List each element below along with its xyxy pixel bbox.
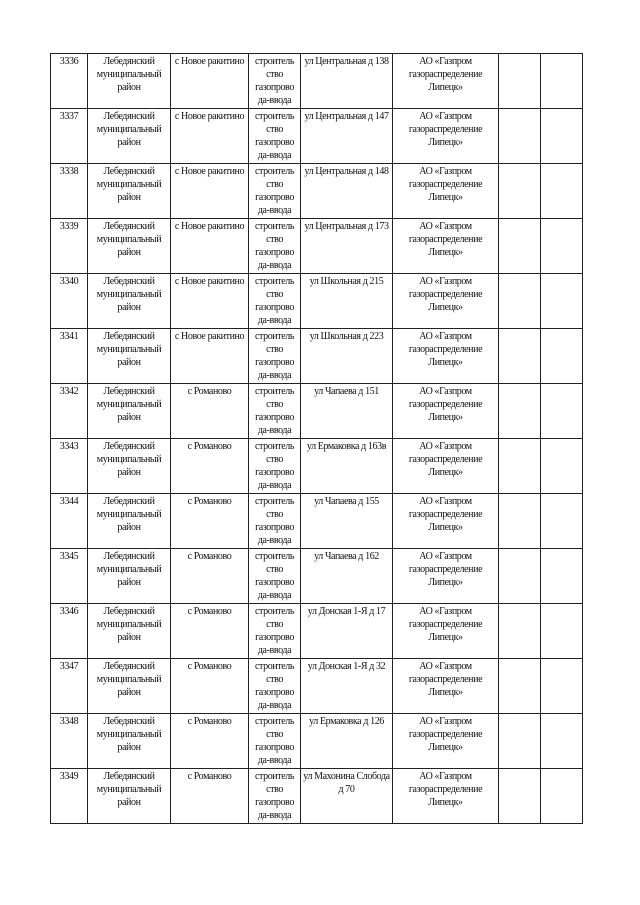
empty-cell: [541, 604, 583, 659]
address-cell: ул Ермаковка д 126: [301, 714, 393, 769]
settlement-cell: с Новое ракитино: [171, 329, 249, 384]
empty-cell: [499, 549, 541, 604]
organization-cell: АО «Газпром газораспределение Липецк»: [393, 164, 499, 219]
empty-cell: [499, 439, 541, 494]
row-number: 3340: [51, 274, 88, 329]
empty-cell: [541, 384, 583, 439]
empty-cell: [541, 54, 583, 109]
work-type-cell: строитель ство газопрово да-ввода: [249, 329, 301, 384]
organization-cell: АО «Газпром газораспределение Липецк»: [393, 659, 499, 714]
settlement-cell: с Новое ракитино: [171, 54, 249, 109]
row-number: 3343: [51, 439, 88, 494]
work-type-cell: строитель ство газопрово да-ввода: [249, 659, 301, 714]
district-cell: Лебедянский муниципальный район: [88, 549, 171, 604]
settlement-cell: с Новое ракитино: [171, 164, 249, 219]
district-cell: Лебедянский муниципальный район: [88, 164, 171, 219]
table-row: [51, 274, 583, 329]
address-cell: ул Донская 1-Я д 17: [301, 604, 393, 659]
table-row: [51, 769, 583, 824]
row-number: 3336: [51, 54, 88, 109]
address-cell: ул Центральная д 148: [301, 164, 393, 219]
empty-cell: [499, 604, 541, 659]
settlement-cell: с Романово: [171, 439, 249, 494]
row-number: 3347: [51, 659, 88, 714]
table-row: [51, 494, 583, 549]
empty-cell: [499, 659, 541, 714]
work-type-cell: строитель ство газопрово да-ввода: [249, 494, 301, 549]
row-number: 3338: [51, 164, 88, 219]
empty-cell: [541, 769, 583, 824]
organization-cell: АО «Газпром газораспределение Липецк»: [393, 604, 499, 659]
organization-cell: АО «Газпром газораспределение Липецк»: [393, 494, 499, 549]
row-number: 3345: [51, 549, 88, 604]
work-type-cell: строитель ство газопрово да-ввода: [249, 219, 301, 274]
settlement-cell: с Романово: [171, 549, 249, 604]
work-type-cell: строитель ство газопрово да-ввода: [249, 274, 301, 329]
address-cell: ул Школьная д 215: [301, 274, 393, 329]
district-cell: Лебедянский муниципальный район: [88, 439, 171, 494]
district-cell: Лебедянский муниципальный район: [88, 714, 171, 769]
table-row: [51, 219, 583, 274]
address-cell: ул Махонина Слобода д 70: [301, 769, 393, 824]
settlement-cell: с Романово: [171, 714, 249, 769]
table-row: [51, 549, 583, 604]
work-type-cell: строитель ство газопрово да-ввода: [249, 54, 301, 109]
organization-cell: АО «Газпром газораспределение Липецк»: [393, 219, 499, 274]
registry-rows: [51, 54, 583, 824]
organization-cell: АО «Газпром газораспределение Липецк»: [393, 54, 499, 109]
district-cell: Лебедянский муниципальный район: [88, 769, 171, 824]
empty-cell: [541, 274, 583, 329]
settlement-cell: с Романово: [171, 604, 249, 659]
settlement-cell: с Новое ракитино: [171, 219, 249, 274]
address-cell: ул Чапаева д 162: [301, 549, 393, 604]
empty-cell: [499, 54, 541, 109]
registry-table: [50, 53, 583, 824]
empty-cell: [499, 274, 541, 329]
table-row: [51, 384, 583, 439]
organization-cell: АО «Газпром газораспределение Липецк»: [393, 439, 499, 494]
settlement-cell: с Романово: [171, 384, 249, 439]
empty-cell: [541, 549, 583, 604]
settlement-cell: с Новое ракитино: [171, 109, 249, 164]
table-row: [51, 659, 583, 714]
address-cell: ул Центральная д 173: [301, 219, 393, 274]
work-type-cell: строитель ство газопрово да-ввода: [249, 164, 301, 219]
organization-cell: АО «Газпром газораспределение Липецк»: [393, 329, 499, 384]
empty-cell: [541, 439, 583, 494]
row-number: 3337: [51, 109, 88, 164]
organization-cell: АО «Газпром газораспределение Липецк»: [393, 549, 499, 604]
district-cell: Лебедянский муниципальный район: [88, 659, 171, 714]
organization-cell: АО «Газпром газораспределение Липецк»: [393, 769, 499, 824]
district-cell: Лебедянский муниципальный район: [88, 274, 171, 329]
row-number: 3342: [51, 384, 88, 439]
settlement-cell: с Романово: [171, 769, 249, 824]
work-type-cell: строитель ство газопрово да-ввода: [249, 439, 301, 494]
row-number: 3348: [51, 714, 88, 769]
row-number: 3346: [51, 604, 88, 659]
work-type-cell: строитель ство газопрово да-ввода: [249, 384, 301, 439]
address-cell: ул Ермаковка д 163в: [301, 439, 393, 494]
organization-cell: АО «Газпром газораспределение Липецк»: [393, 714, 499, 769]
work-type-cell: строитель ство газопрово да-ввода: [249, 109, 301, 164]
empty-cell: [541, 164, 583, 219]
empty-cell: [499, 109, 541, 164]
table-row: [51, 164, 583, 219]
empty-cell: [499, 714, 541, 769]
row-number: 3344: [51, 494, 88, 549]
row-number: 3349: [51, 769, 88, 824]
empty-cell: [499, 769, 541, 824]
address-cell: ул Донская 1-Я д 32: [301, 659, 393, 714]
empty-cell: [499, 329, 541, 384]
settlement-cell: с Новое ракитино: [171, 274, 249, 329]
empty-cell: [541, 494, 583, 549]
table-row: [51, 329, 583, 384]
work-type-cell: строитель ство газопрово да-ввода: [249, 549, 301, 604]
address-cell: ул Чапаева д 151: [301, 384, 393, 439]
address-cell: ул Центральная д 138: [301, 54, 393, 109]
row-number: 3341: [51, 329, 88, 384]
empty-cell: [541, 659, 583, 714]
district-cell: Лебедянский муниципальный район: [88, 384, 171, 439]
district-cell: Лебедянский муниципальный район: [88, 604, 171, 659]
empty-cell: [541, 714, 583, 769]
empty-cell: [499, 494, 541, 549]
organization-cell: АО «Газпром газораспределение Липецк»: [393, 274, 499, 329]
organization-cell: АО «Газпром газораспределение Липецк»: [393, 384, 499, 439]
work-type-cell: строитель ство газопрово да-ввода: [249, 604, 301, 659]
empty-cell: [541, 109, 583, 164]
row-number: 3339: [51, 219, 88, 274]
table-row: [51, 714, 583, 769]
empty-cell: [499, 384, 541, 439]
district-cell: Лебедянский муниципальный район: [88, 109, 171, 164]
table-row: [51, 604, 583, 659]
address-cell: ул Чапаева д 155: [301, 494, 393, 549]
district-cell: Лебедянский муниципальный район: [88, 219, 171, 274]
district-cell: Лебедянский муниципальный район: [88, 329, 171, 384]
settlement-cell: с Романово: [171, 659, 249, 714]
district-cell: Лебедянский муниципальный район: [88, 494, 171, 549]
table-row: [51, 54, 583, 109]
organization-cell: АО «Газпром газораспределение Липецк»: [393, 109, 499, 164]
table-row: [51, 439, 583, 494]
work-type-cell: строитель ство газопрово да-ввода: [249, 769, 301, 824]
work-type-cell: строитель ство газопрово да-ввода: [249, 714, 301, 769]
settlement-cell: с Романово: [171, 494, 249, 549]
empty-cell: [499, 164, 541, 219]
table-row: [51, 109, 583, 164]
empty-cell: [499, 219, 541, 274]
address-cell: ул Школьная д 223: [301, 329, 393, 384]
empty-cell: [541, 219, 583, 274]
address-cell: ул Центральная д 147: [301, 109, 393, 164]
empty-cell: [541, 329, 583, 384]
district-cell: Лебедянский муниципальный район: [88, 54, 171, 109]
